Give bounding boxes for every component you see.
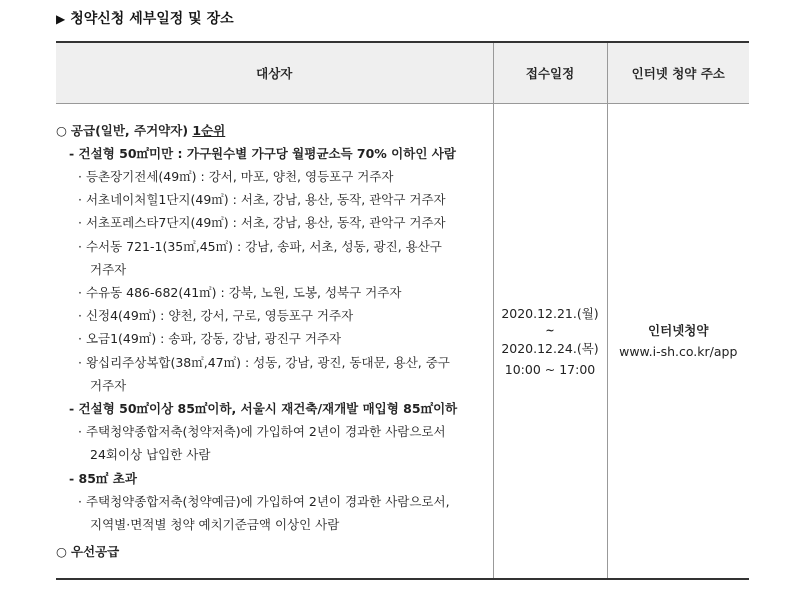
internet-apply-title: 인터넷청약 xyxy=(648,323,709,338)
list-item: · 등촌장기전세(49㎡) : 강서, 마포, 양천, 영등포구 거주자 xyxy=(78,168,394,184)
group-heading-50-to-85: - 건설형 50㎡이상 85㎡이하, 서울시 재건축/재개발 매입형 85㎡이하 xyxy=(69,401,458,416)
internet-apply-url[interactable]: www.i-sh.co.kr/app xyxy=(619,344,738,359)
priority-supply-label: 우선공급 xyxy=(70,544,120,560)
list-item: · 오금1(49㎡) : 송파, 강동, 강남, 광진구 거주자 xyxy=(78,331,342,347)
list-item: · 수서동 721-1(35㎡,45㎡) : 강남, 송파, 서초, 성동, 광진, 용산구 xyxy=(78,238,442,254)
group-heading-over-85: - 85㎡ 초과 xyxy=(69,470,137,486)
schedule-table xyxy=(56,41,749,580)
table-row xyxy=(56,104,749,580)
schedule-separator: ~ xyxy=(545,323,555,337)
general-supply-heading xyxy=(56,119,493,142)
list-item: · 신정4(49㎡) : 양천, 강서, 구로, 영등포구 거주자 xyxy=(78,308,354,324)
header-target: 대상자 xyxy=(56,42,493,104)
general-supply-label: 공급(일반, 주거약자) xyxy=(70,122,193,138)
list-item: · 주택청약종합저축(청약저축)에 가입하여 2년이 경과한 사람으로서 xyxy=(78,424,446,440)
triangle-marker-icon: ▶ xyxy=(56,12,66,26)
list-item: · 왕십리주상복합(38㎡,47㎡) : 성동, 강남, 광진, 동대문, 용산, 중구 xyxy=(78,354,450,370)
priority-supply-heading xyxy=(56,540,493,563)
schedule-start-date: 2020.12.21.(월) xyxy=(501,305,599,321)
circle-bullet-icon: ○ xyxy=(56,544,67,560)
target-cell xyxy=(56,104,493,580)
schedule-cell xyxy=(493,104,607,580)
list-item-continuation: 24회이상 납입한 사람 xyxy=(90,447,211,463)
list-item-continuation: 지역별·면적별 청약 예치기준금액 이상인 사람 xyxy=(90,517,340,533)
header-schedule: 접수일정 xyxy=(493,42,607,104)
schedule-time: 10:00 ~ 17:00 xyxy=(504,361,596,377)
internet-address-cell xyxy=(607,104,749,580)
list-item: · 주택청약종합저축(청약예금)에 가입하여 2년이 경과한 사람으로서, xyxy=(78,493,450,509)
header-row xyxy=(56,42,749,104)
schedule-end-date: 2020.12.24.(목) xyxy=(501,340,599,356)
group-heading-under-50: - 건설형 50㎡미만 : 가구원수별 가구당 월평균소득 70% 이하인 사람 xyxy=(69,145,456,161)
first-rank-label: 1순위 xyxy=(192,122,226,138)
list-item-continuation: 거주자 xyxy=(90,377,127,393)
list-item: · 수유동 486-682(41㎡) : 강북, 노원, 도봉, 성북구 거주자 xyxy=(78,284,402,300)
list-item: · 서초포레스타7단지(49㎡) : 서초, 강남, 용산, 동작, 관악구 거주자 xyxy=(78,215,446,231)
list-item: · 서초네이처힐1단지(49㎡) : 서초, 강남, 용산, 동작, 관악구 거주자 xyxy=(78,192,446,208)
list-item-continuation: 거주자 xyxy=(90,261,127,277)
section-title-text: 청약신청 세부일정 및 장소 xyxy=(70,11,234,27)
circle-bullet-icon: ○ xyxy=(56,122,67,138)
header-internet-address: 인터넷 청약 주소 xyxy=(607,42,749,104)
section-title xyxy=(56,8,234,30)
